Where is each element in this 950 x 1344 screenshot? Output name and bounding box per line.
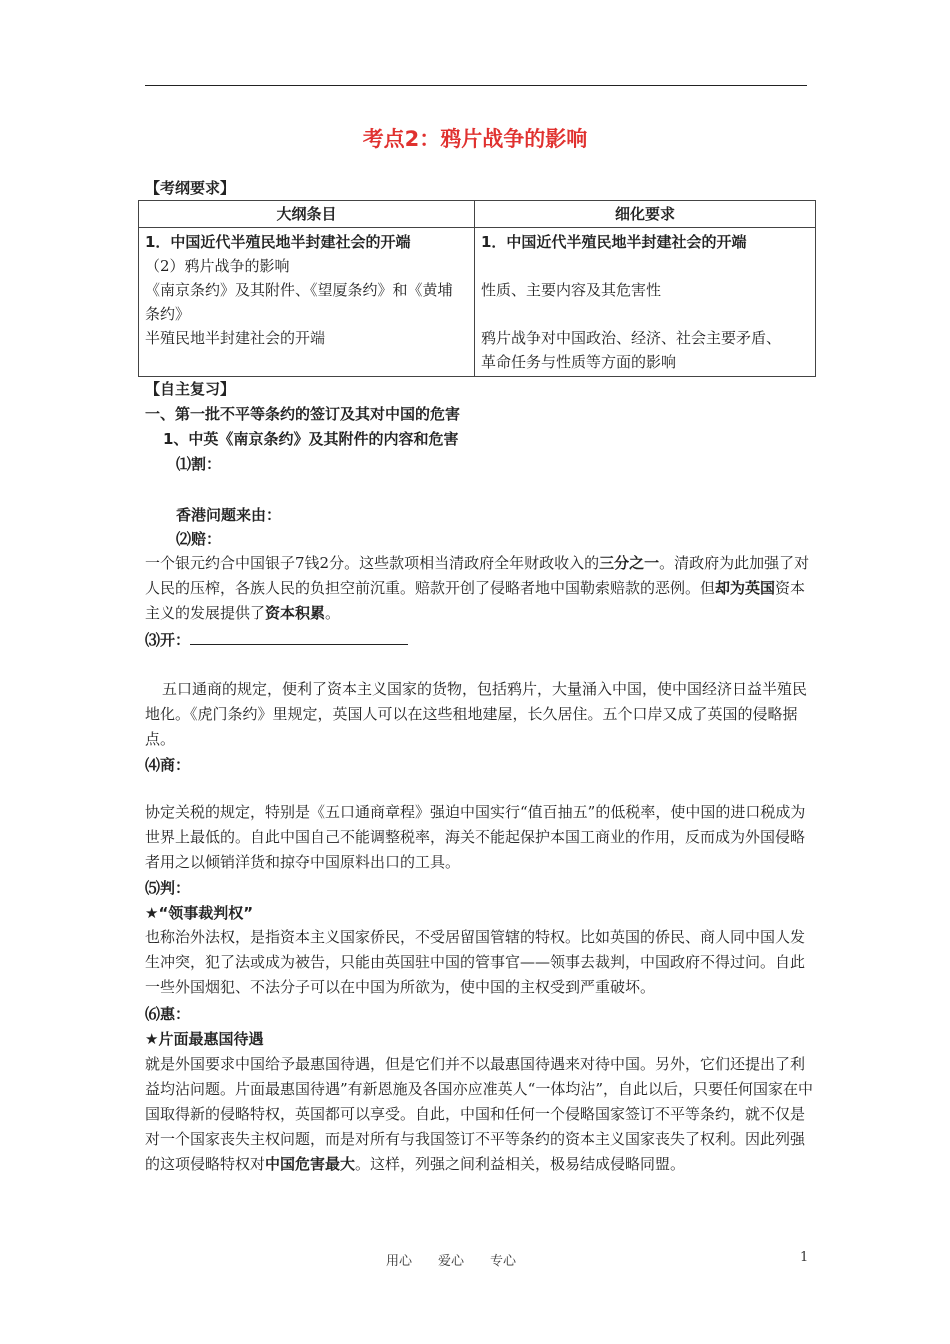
cell-line: 革命任务与性质等方面的影响 [481,353,677,371]
cell-spacer [481,254,809,278]
table-header-row [139,201,816,228]
header-rule [145,85,807,86]
cell-line: 《南京条约》及其附件、《望厦条约》和《黄埔 [145,281,453,299]
cell-line: 鸦片战争对中国政治、经济、社会主要矛盾、 [481,329,782,347]
paragraph-ports: 五口通商的规定，便利了资本主义国家的货物，包括鸦片，大量涌入中国，使中国经济日益半殖民地化。《虎门条约》里规定，英国人可以在这些租地建屋，长久居住。五个口岸又成了英国的侵略据点。 [145,680,808,748]
section-heading: 一、第一批不平等条约的签订及其对中国的危害 [145,405,461,423]
subsection-heading: 1、中英《南京条约》及其附件的内容和危害 [163,430,459,448]
paragraph-mfn: 就是外国要求中国给予最惠国待遇，但是它们并不以最惠国待遇来对待中国。另外，它们还提出了利益均沾问题。片面最惠国待遇”有新恩施及各国亦应准英人“一体均沾”，自此以后，只要任何国家在中国取得新的侵略特权，英国都可以享受。自此，中国和任何一个侵略国家签订不平等条约，就不仅是对一个国家丧失主权问题，而是对所有与我国签订不平等条约的资本主义国家丧失了权利。因此列强的这项侵略特权对中国危害最大。这样，列强之间利益相关，极易结成侵略同盟。 [145,1055,814,1173]
star-heading-consular: ★“领事裁判权” [145,904,254,922]
fill-in-blank [190,628,408,645]
page-title: 考点2：鸦片战争的影响 [362,127,588,151]
col-header-outline: 大纲条目 [139,201,475,228]
syllabus-table [138,200,816,377]
item-tariff: ⑷商： [145,756,191,774]
table-cell-outline [139,228,475,377]
item-ports: ⑶开： [145,628,408,652]
table-cell-details [475,228,816,377]
item-indemnity: ⑵赔： [176,530,222,548]
item-mfn: ⑹惠： [145,1005,191,1023]
cell-heading: 1．中国近代半殖民地半封建社会的开端 [145,233,411,251]
item-hongkong: 香港问题来由： [176,506,282,524]
paragraph-tariff: 协定关税的规定，特别是《五口通商章程》强迫中国实行“值百抽五”的低税率，使中国的进口税成为世界上最低的。自此中国自己不能调整税率，海关不能起保护本国工商业的作用，反而成为外国侵略者用之以倾销洋货和掠夺中国原料出口的工具。 [145,803,806,871]
paragraph-jurisdiction: 也称治外法权，是指资本主义国家侨民，不受居留国管辖的特权。比如英国的侨民、商人同中国人发生冲突，犯了法或成为被告，只能由英国驻中国的管事官——领事去裁判，中国政府不得过问。自此一些外国烟犯、不法分子可以在中国为所欲为，使中国的主权受到严重破坏。 [145,928,806,996]
cell-heading: 1．中国近代半殖民地半封建社会的开端 [481,233,747,251]
paragraph-indemnity: 一个银元约合中国银子7钱2分。这些款项相当清政府全年财政收入的三分之一。清政府为此加强了对人民的压榨，各族人民的负担空前沉重。赔款开创了侵略者地中国勒索赔款的恶例。但却为英国资本主义的发展提供了资本积累。 [145,554,810,622]
syllabus-heading: 【考纲要求】 [145,179,236,197]
item-cession: ⑴割： [176,455,222,473]
cell-line: 性质、主要内容及其危害性 [481,281,662,299]
col-header-details: 细化要求 [475,201,816,228]
cell-line: （2）鸦片战争的影响 [145,257,290,275]
cell-line: 半殖民地半封建社会的开端 [145,329,326,347]
review-heading: 【自主复习】 [145,380,236,398]
star-heading-mfn: ★片面最惠国待遇 [145,1030,264,1048]
cell-line: 条约》 [145,305,191,323]
item-jurisdiction: ⑸判： [145,879,191,897]
footer-motto: 用心 爱心 专心 [386,1254,517,1269]
page-number: 1 [800,1250,809,1265]
table-row [139,228,816,377]
cell-spacer [481,302,809,326]
